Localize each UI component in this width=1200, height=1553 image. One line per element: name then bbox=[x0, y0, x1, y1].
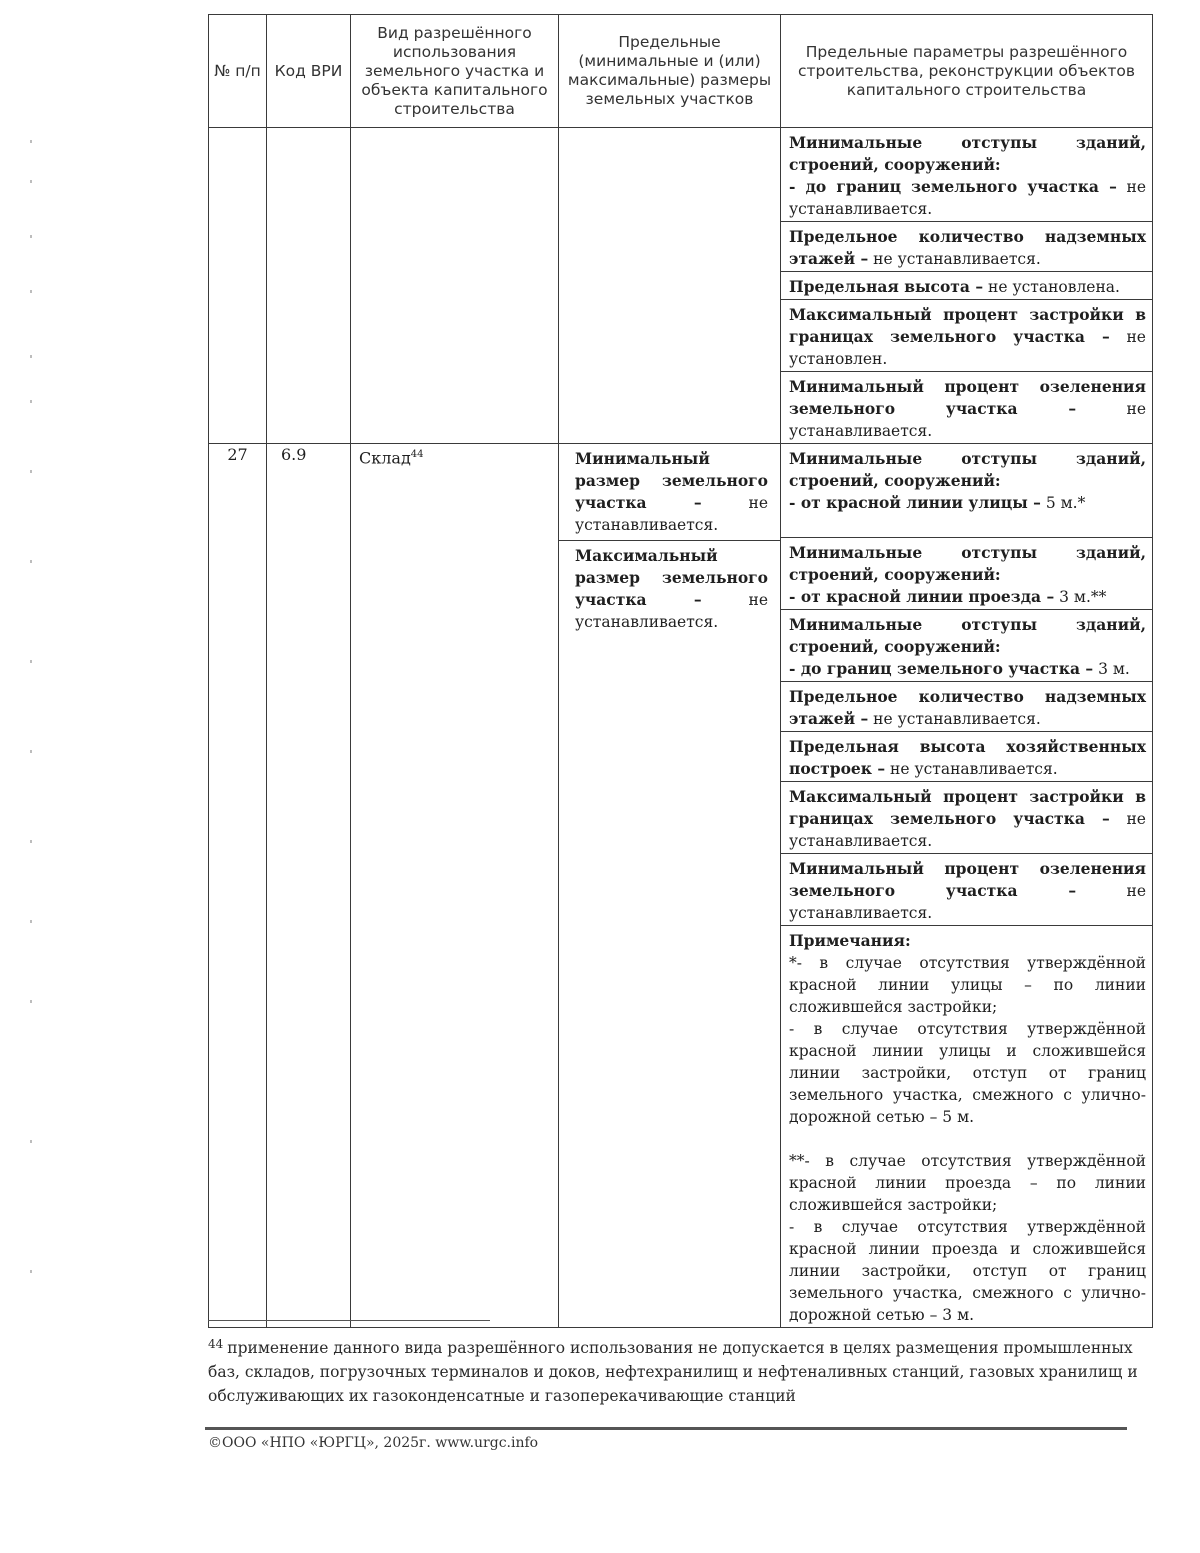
row-code: 6.9 bbox=[267, 444, 351, 1328]
table-header-row bbox=[209, 15, 1153, 128]
page-footer-rule bbox=[205, 1427, 1127, 1430]
notes-title: Примечания: bbox=[789, 931, 911, 950]
params-cell bbox=[781, 128, 1153, 444]
table-row-27 bbox=[209, 444, 1153, 1328]
param-height: Предельная высота – не установлена. bbox=[781, 272, 1152, 300]
notes bbox=[781, 926, 1152, 1327]
header-code: Код ВРИ bbox=[267, 15, 351, 128]
param-coverage: Максимальный процент застройки в границах земельного участка – не устанавливается. bbox=[781, 782, 1152, 854]
footnote-text: применение данного вида разрешённого использования не допускается в целях размещения промышленных баз, складов, погрузочных терминалов и доков, нефтехранилищ и нефтеналивных станций, газовых хранилищ и обслуживающих их газоконденсатные и газоперекачивающие станций bbox=[208, 1339, 1138, 1405]
row-use-name: Склад$^{44}$ bbox=[351, 444, 559, 1328]
plot-sizes-cell bbox=[559, 444, 781, 1328]
size-min: Минимальный размер земельного участка – не устанавливается. bbox=[559, 444, 780, 541]
footnote-mark: 44 bbox=[208, 1337, 224, 1351]
param-floors: Предельное количество надземных этажей – не устанавливается. bbox=[781, 222, 1152, 272]
param-floors: Предельное количество надземных этажей – не устанавливается. bbox=[781, 682, 1152, 732]
copyright: ©ООО «НПО «ЮРГЦ», 2025г. www.urgc.info bbox=[208, 1435, 539, 1451]
note-2: - в случае отсутствия утверждённой красной линии улицы и сложившейся линии застройки, отступ от границ земельного участка, смежного с улично-дорожной сетью – 5 м. bbox=[789, 1020, 1146, 1126]
param-coverage: Максимальный процент застройки в границах земельного участка – не установлен. bbox=[781, 300, 1152, 372]
param-greening: Минимальный процент озеленения земельного участка – не устанавливается. bbox=[781, 854, 1152, 926]
table-row-continuation bbox=[209, 128, 1153, 444]
row-number: 27 bbox=[209, 444, 267, 1328]
param-setback-boundary: Минимальные отступы зданий, строений, сооружений: - до границ земельного участка – 3 м. bbox=[781, 610, 1152, 682]
note-4: - в случае отсутствия утверждённой красной линии проезда и сложившейся линии застройки, отступ от границ земельного участка, смежного с улично-дорожной сетью – 3 м. bbox=[789, 1218, 1146, 1324]
param-setbacks: Минимальные отступы зданий, строений, сооружений: - до границ земельного участка – не устанавливается. bbox=[781, 128, 1152, 222]
param-greening: Минимальный процент озеленения земельного участка – не устанавливается. bbox=[789, 377, 1146, 440]
footnote-separator bbox=[208, 1320, 490, 1321]
header-construction-params: Предельные параметры разрешённого строительства, реконструкции объектов капитального строительства bbox=[781, 15, 1153, 128]
note-3: **- в случае отсутствия утверждённой красной линии проезда – по линии сложившейся застройки; bbox=[789, 1152, 1146, 1214]
scan-margin-dots bbox=[30, 140, 34, 1290]
param-setback-passage: Минимальные отступы зданий, строений, сооружений: - от красной линии проезда – 3 м.** bbox=[781, 538, 1152, 610]
param-setback-street: Минимальные отступы зданий, строений, сооружений: - от красной линии улицы – 5 м.* bbox=[781, 444, 1152, 538]
footnote-ref: 44 bbox=[410, 449, 424, 460]
note-1: *- в случае отсутствия утверждённой красной линии улицы – по линии сложившейся застройки; bbox=[789, 954, 1146, 1016]
regulations-table bbox=[208, 14, 1153, 1328]
header-use-type: Вид разрешённого использования земельного участка и объекта капитального строительства bbox=[351, 15, 559, 128]
header-plot-sizes: Предельные (минимальные и (или) максимальные) размеры земельных участков bbox=[559, 15, 781, 128]
size-max: Максимальный размер земельного участка – не устанавливается. bbox=[575, 546, 768, 631]
param-outbuilding-height: Предельная высота хозяйственных построек – не устанавливается. bbox=[781, 732, 1152, 782]
header-num: № п/п bbox=[209, 15, 267, 128]
params-cell bbox=[781, 444, 1153, 1328]
footnote bbox=[208, 1332, 1138, 1408]
